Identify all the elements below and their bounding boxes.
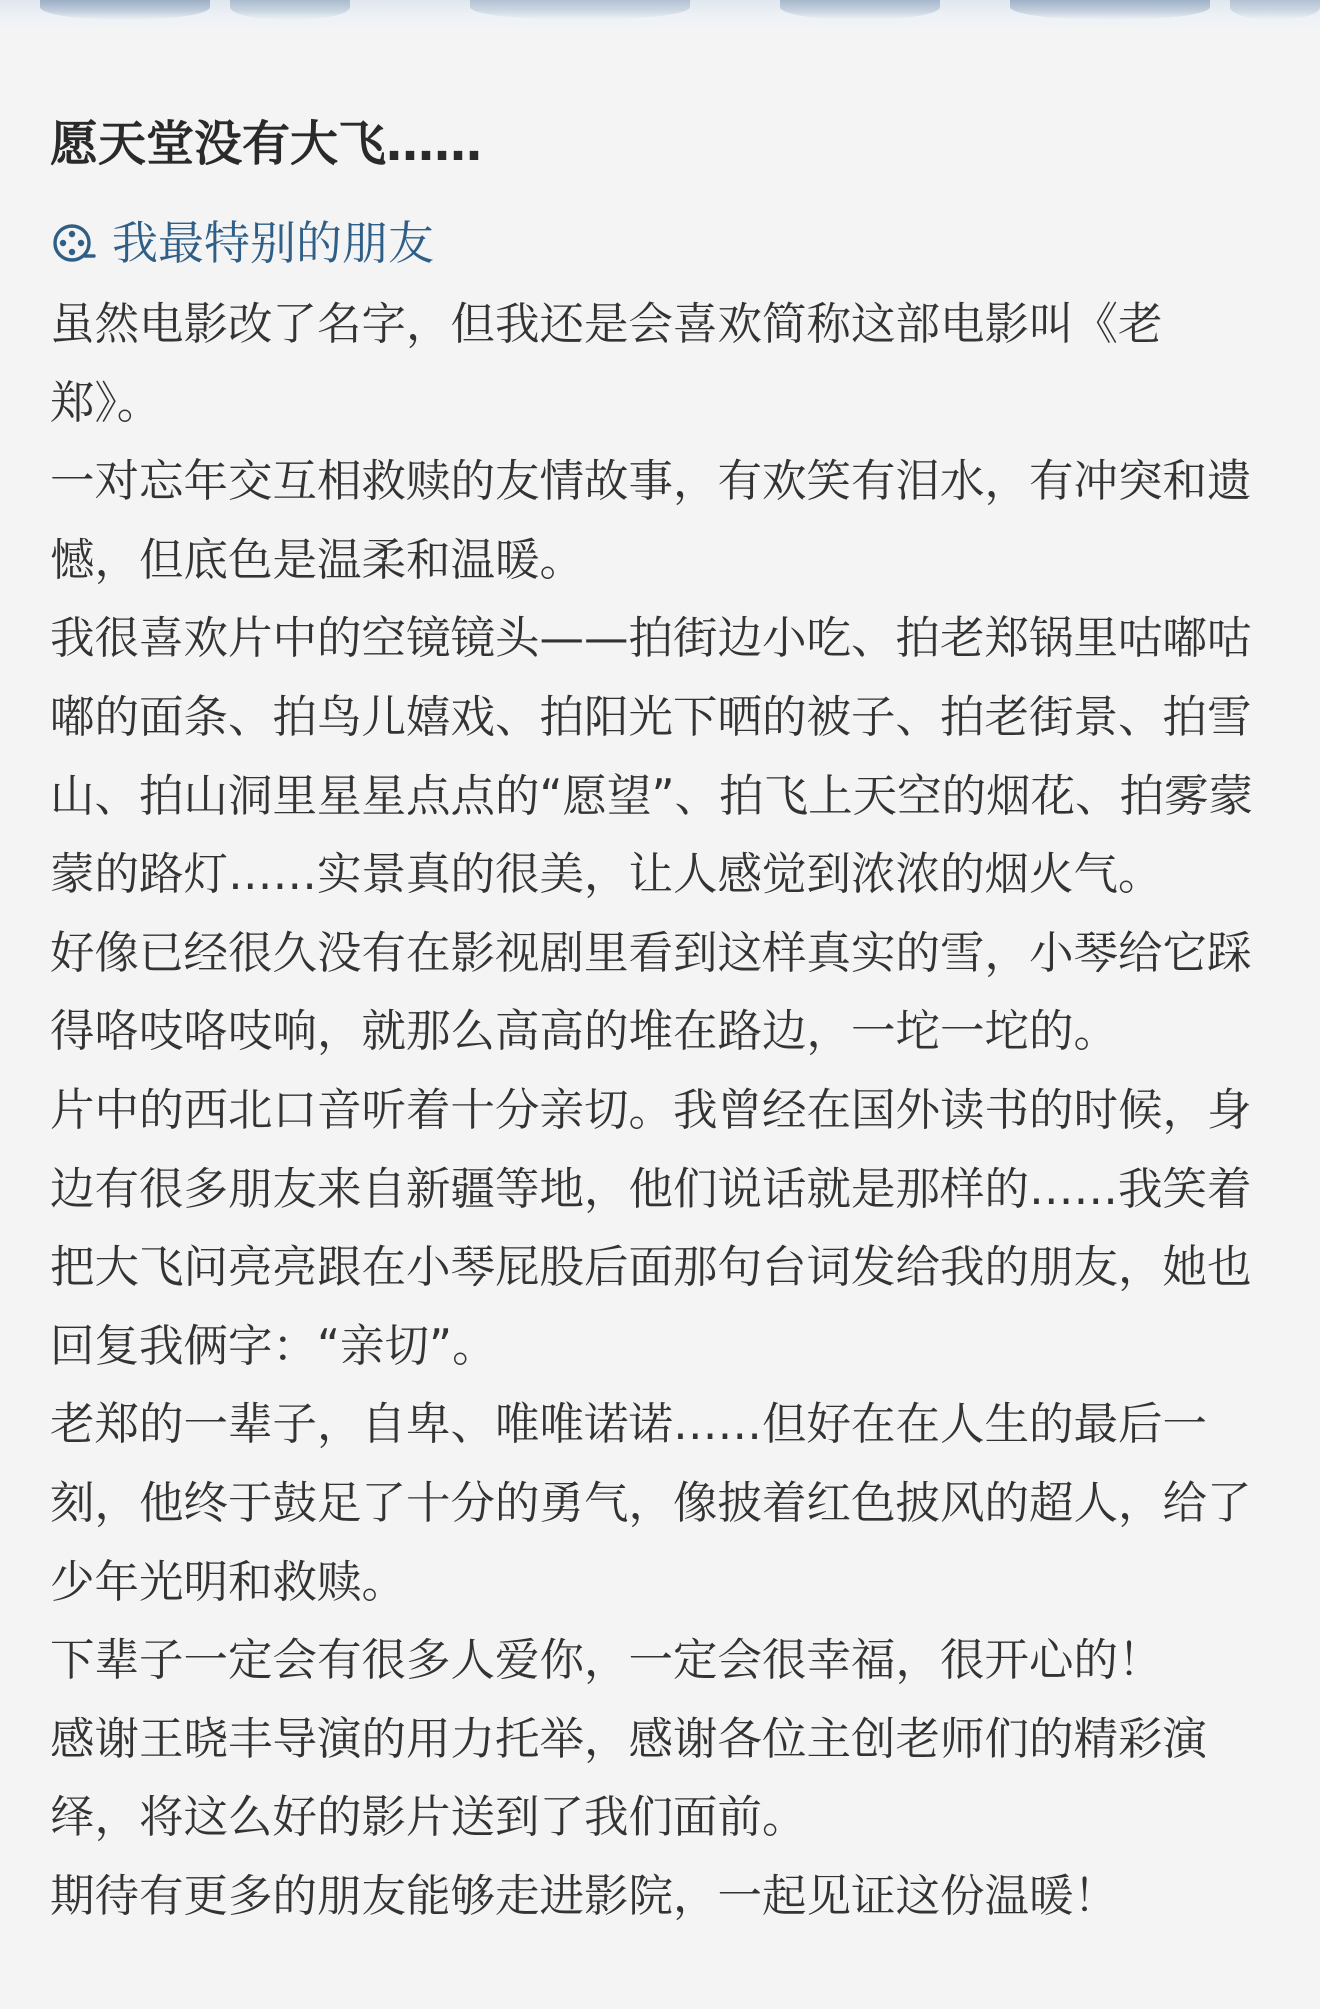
body-paragraph: 期待有更多的朋友能够走进影院，一起见证这份温暖！ <box>50 1870 1119 1922</box>
body-paragraph: 虽然电影改了名字，但我还是会喜欢简称这部电影叫《老郑》。 <box>50 299 1163 429</box>
banner-snow-shape <box>230 0 350 20</box>
body-paragraph: 下辈子一定会有很多人爱你，一定会很幸福，很开心的！ <box>50 1635 1163 1687</box>
banner-snow-shape <box>1010 0 1210 20</box>
film-reel-icon <box>50 219 98 267</box>
banner-snow-shape <box>40 0 210 20</box>
body-paragraph: 我很喜欢片中的空镜镜头——拍街边小吃、拍老郑锅里咕嘟咕嘟的面条、拍鸟儿嬉戏、拍阳光下晒的被子、拍老街景、拍雪山、拍山洞里星星点点的“愿望”、拍飞上天空的烟花、拍雾蒙蒙的路灯……实景真的很美，让人感觉到浓浓的烟火气。 <box>50 613 1254 901</box>
banner-snow-shape <box>470 0 690 20</box>
body-paragraph: 片中的西北口音听着十分亲切。我曾经在国外读书的时候，身边有很多朋友来自新疆等地，他们说话就是那样的……我笑着把大飞问亮亮跟在小琴屁股后面那句台词发给我的朋友，她也回复我俩字：“亲切”。 <box>50 1084 1252 1372</box>
post-body <box>50 286 1270 1936</box>
topic-link[interactable] <box>50 212 434 274</box>
banner-snow-shape <box>1230 0 1320 20</box>
post-title: 愿天堂没有大飞…… <box>50 116 483 172</box>
body-paragraph: 老郑的一辈子，自卑、唯唯诺诺……但好在在人生的最后一刻，他终于鼓足了十分的勇气，像披着红色披风的超人，给了少年光明和救赎。 <box>50 1399 1252 1608</box>
body-paragraph: 一对忘年交互相救赎的友情故事，有欢笑有泪水，有冲突和遗憾，但底色是温柔和温暖。 <box>50 456 1252 586</box>
header-banner-image <box>0 0 1320 30</box>
body-paragraph: 好像已经很久没有在影视剧里看到这样真实的雪，小琴给它踩得咯吱咯吱响，就那么高高的堆在路边，一坨一坨的。 <box>50 927 1252 1058</box>
banner-snow-shape <box>780 0 940 20</box>
topic-label: 我最特别的朋友 <box>112 216 434 270</box>
body-paragraph: 感谢王晓丰导演的用力托举，感谢各位主创老师们的精彩演绎，将这么好的影片送到了我们面前。 <box>50 1713 1208 1844</box>
